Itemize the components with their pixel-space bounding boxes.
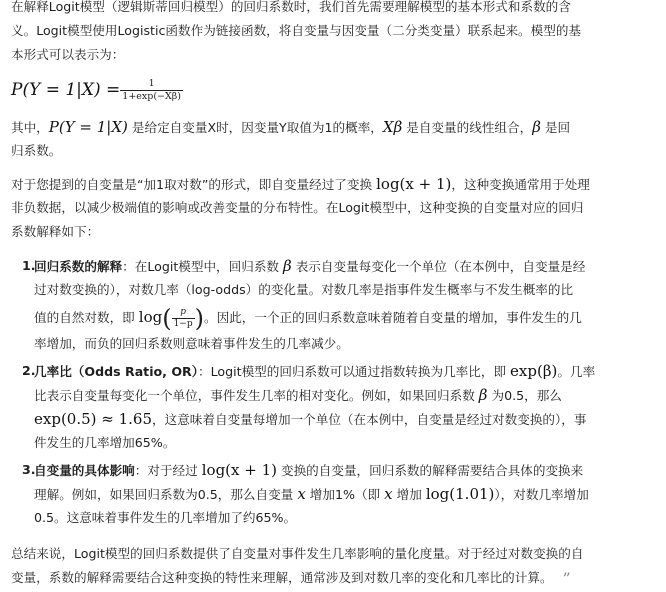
- text-line: 系数解释如下：: [11, 224, 100, 239]
- text-segment: ，这种变换通常用于处理: [451, 177, 590, 192]
- math-inline: log: [138, 308, 163, 326]
- text-line: 总结来说，Logit模型的回归系数提供了自变量对事件发生几率影响的量化度量。对于经过对数变换的自: [11, 546, 584, 561]
- text-line: [34, 482, 666, 506]
- text-line: [34, 407, 666, 431]
- quote-icon[interactable]: ”: [562, 568, 571, 588]
- text-segment: 对于您提到的自变量是“加1取对数”的形式，即自变量经过了变换: [11, 177, 377, 192]
- paren-open: (: [162, 304, 172, 333]
- list-marker: 3.: [22, 462, 36, 477]
- paren-close: ): [194, 304, 204, 333]
- text-segment: ），对数几率增加: [494, 487, 589, 502]
- math-inline: Xβ: [382, 118, 403, 136]
- list-item: [11, 254, 666, 356]
- math-inline: log(x + 1): [376, 175, 452, 193]
- text-line: [34, 383, 666, 407]
- text-line: 件发生的几率增加65%。: [34, 435, 176, 450]
- fraction-numerator: 1: [148, 78, 155, 89]
- fraction-denominator: 1+exp(−Xβ): [122, 90, 181, 102]
- math-inline: β: [478, 386, 488, 404]
- math-inline: β: [532, 118, 541, 136]
- text-line: 义。Logit模型使用Logistic函数作为链接函数，将自变量与因变量（二分类变量）联系起来。模型的基: [11, 23, 582, 38]
- math-inline: exp(β): [510, 362, 558, 380]
- fraction-denominator: 1−p: [173, 319, 193, 329]
- text-segment: 是给定自变量X时，因变量Y取值为1的概率，: [127, 120, 383, 135]
- math-inline: x: [297, 485, 306, 503]
- text-segment: 增加: [392, 487, 426, 502]
- text-line: [11, 115, 666, 139]
- text-line: [11, 566, 666, 590]
- list-marker: 1.: [22, 258, 36, 273]
- formula-lhs: P(Y = 1|X) =: [11, 80, 121, 100]
- text-segment: 是自变量的线性组合，: [402, 120, 533, 135]
- formula-fraction: [120, 79, 183, 101]
- text-segment: 值的自然对数，即: [34, 310, 139, 325]
- math-inline: β: [283, 257, 292, 275]
- text-line: 本形式可以表示为：: [11, 47, 125, 62]
- text-segment: 增加1%（即: [305, 487, 385, 502]
- text-line: 非负数据，以减少极端值的影响或改善变量的分布特性。在Logit模型中，这种变换的自变量对应的回归: [11, 200, 584, 215]
- explanation-paragraph: [11, 115, 666, 163]
- text-segment: 变量，系数的解释需要结合这种变换的特性来理解，通常涉及到对数几率的变化和几率比的计算。: [11, 570, 553, 585]
- text-line: [34, 359, 666, 383]
- text-segment: 其中，: [11, 120, 49, 135]
- text-segment: ：Logit模型的回归系数可以通过指数转换为几率比，即: [198, 364, 511, 379]
- text-segment: 表示自变量每变化一个单位（在本例中，自变量是经: [291, 259, 586, 274]
- text-segment: ：在Logit模型中，回归系数: [122, 259, 284, 274]
- text-segment: 。因此，一个正的回归系数意味着随着自变量的增加，事件发生的几: [203, 310, 582, 325]
- text-segment: 为0.5，那么: [487, 388, 562, 403]
- math-inline: log(1.01): [425, 485, 495, 503]
- text-line: [34, 254, 666, 278]
- item-title: 几率比（Odds Ratio, OR）: [34, 364, 199, 379]
- transform-paragraph: [11, 172, 666, 244]
- math-inline: log(x + 1): [201, 461, 277, 479]
- text-line: 0.5。这意味着事件发生的几率增加了约65%。: [34, 510, 297, 525]
- math-inline: x: [384, 485, 393, 503]
- list-item: [11, 359, 666, 455]
- text-line: 归系数。: [11, 143, 62, 158]
- text-segment: 。几率: [557, 364, 596, 379]
- intro-paragraph: [11, 0, 666, 67]
- text-segment: 是回: [540, 120, 571, 135]
- list-item: [11, 458, 666, 530]
- numbered-list: [11, 254, 666, 530]
- fraction-numerator: p: [180, 307, 186, 317]
- math-inline: exp(0.5) ≈ 1.65: [34, 410, 153, 428]
- summary-paragraph: [11, 542, 666, 590]
- math-inline: P(Y = 1|X): [48, 118, 128, 136]
- text-line: 率增加，而负的回归系数则意味着事件发生的几率减少。: [34, 336, 349, 351]
- item-title: 回归系数的解释: [34, 259, 123, 274]
- text-segment: 理解。例如，如果回归系数为0.5，那么自变量: [34, 487, 298, 502]
- text-segment: 比表示自变量每变化一个单位，事件发生几率的相对变化。例如，如果回归系数: [34, 388, 479, 403]
- text-segment: ，这意味着自变量每增加一个单位（在本例中，自变量是经过对数变换的），事: [152, 412, 587, 427]
- text-line: 在解释Logit模型（逻辑斯蒂回归模型）的回归系数时，我们首先需要理解模型的基本形式和系数的含: [11, 0, 571, 14]
- text-line: [34, 458, 666, 482]
- text-line: 过对数变换的），对数几率（log-odds）的变化量。对数几率是指事件发生概率与不发生概率的比: [34, 282, 574, 297]
- text-segment: 变换的自变量，回归系数的解释需要结合具体的变换来: [276, 463, 584, 478]
- odds-fraction: [172, 308, 195, 329]
- text-segment: ：对于经过: [134, 463, 202, 478]
- item-title: 自变量的具体影响: [34, 463, 135, 478]
- text-line: [34, 302, 666, 332]
- text-line: [11, 172, 666, 196]
- list-marker: 2.: [22, 363, 36, 378]
- logit-formula: [11, 69, 666, 111]
